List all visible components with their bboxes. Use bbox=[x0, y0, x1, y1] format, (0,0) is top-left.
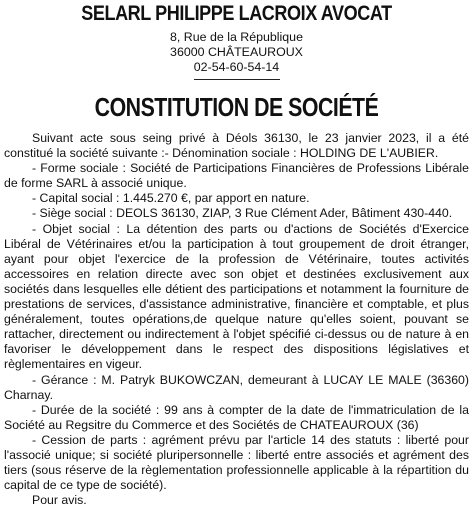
paragraph-gerance: - Gérance : M. Patryk BUKOWCZAN, demeurant à LUCAY LE MALE (36360) Charnay. bbox=[4, 372, 469, 402]
separator-line bbox=[194, 79, 280, 80]
paragraph-duree: - Durée de la société : 99 ans à compter de la date de l'immatriculation de la Société au Regsitre du Commerce et des Sociétés de CHATEAUROUX (36) bbox=[4, 402, 469, 432]
phone-number: 02-54-60-54-14 bbox=[193, 60, 280, 74]
paragraph-cession: - Cession de parts : agrément prévu par l'article 14 des statuts : liberté pour l'associé unique; si société pluripersonnelle : liberté entre associés et agrément des tiers (sous réserve de la règlementation professionnelle applicable à la répartition du capital de ce type de société). bbox=[4, 432, 469, 493]
firm-name: SELARL PHILIPPE LACROIX AVOCAT bbox=[81, 2, 392, 25]
paragraph-forme-sociale: - Forme sociale : Société de Participations Financières de Professions Libérale de forme SARL à associé unique. bbox=[4, 161, 469, 191]
paragraph-acte: Suivant acte sous seing privé à Déols 36130, le 23 janvier 2023, il a été constitué la société suivante :- Dénomination sociale : HOLDING DE L'AUBIER. bbox=[4, 131, 469, 161]
paragraph-pour-avis: Pour avis. bbox=[32, 493, 87, 508]
firm-address bbox=[0, 30, 473, 75]
notice-title: CONSTITUTION DE SOCIÉTÉ bbox=[94, 92, 379, 122]
paragraph-capital: - Capital social : 1.445.270 €, par apport en nature. bbox=[32, 191, 310, 206]
paragraph-objet: - Objet social : La détention des parts ou d'actions de Sociétés d'Exercice Libéral de Vétérinaires et/ou la participation à tout groupement de droit étranger, ayant pour objet l'exercice de la profession de Vétérinaire, toutes activités accessoires en relation directe avec son objet et destinées exclusivement aux sociétés dans lesquelles elle détient des participations et notamment la fourniture de prestations de services, d'assistance administrative, financière et comptable, et plus généralement, toutes opérations,de quelque nature qu'elles soient, pouvant se rattacher, directement ou indirectement à l'objet spécifié ci-dessus ou de nature à en favoriser le développement dans le respect des dispositions législatives et règlementaires en vigeur. bbox=[4, 221, 469, 372]
address-city: 36000 CHÂTEAUROUX bbox=[170, 45, 303, 59]
notice-body bbox=[4, 131, 469, 508]
address-street: 8, Rue de la République bbox=[170, 30, 303, 44]
paragraph-siege: - Siège social : DEOLS 36130, ZIAP, 3 Rue Clément Ader, Bâtiment 430-440. bbox=[32, 206, 453, 221]
